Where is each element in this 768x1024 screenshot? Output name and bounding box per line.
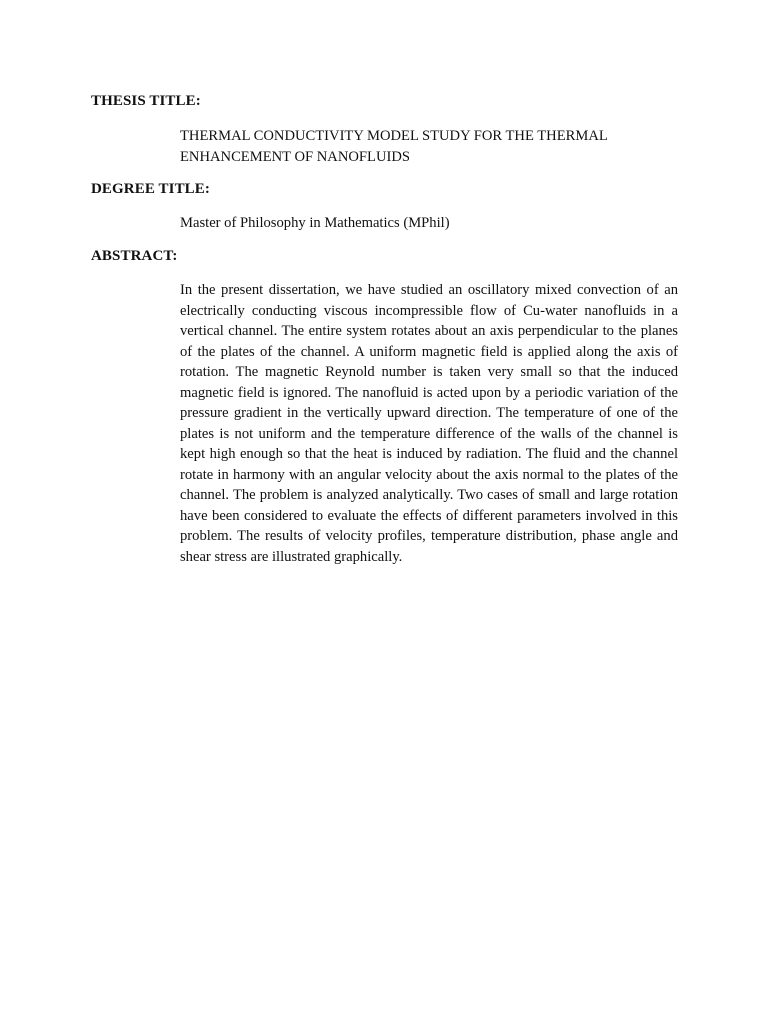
degree-title-heading: DEGREE TITLE: <box>91 181 210 197</box>
abstract-section <box>180 280 678 567</box>
abstract-heading: ABSTRACT: <box>91 248 178 264</box>
abstract-paragraph: In the present dissertation, we have studied an oscillatory mixed convection of an electrically conducting viscous incompressible flow of Cu-water nanofluids in a vertical channel. The entire system rotates about an axis perpendicular to the planes of the plates of the channel. A uniform magnetic field is applied along the axis of rotation. The magnetic Reynold number is taken very small so that the induced magnetic field is ignored. The nanofluid is acted upon by a periodic variation of the pressure gradient in the vertically upward direction. The temperature of one of the plates is not uniform and the temperature difference of the walls of the channel is kept high enough so that the heat is induced by radiation. The fluid and the channel rotate in harmony with an angular velocity about the axis normal to the plates of the channel. The problem is analyzed analytically. Two cases of small and large rotation have been considered to evaluate the effects of different parameters involved in this problem. The results of velocity profiles, temperature distribution, phase angle and shear stress are illustrated graphically. <box>180 282 678 565</box>
degree-title-text: Master of Philosophy in Mathematics (MPhil) <box>180 215 450 231</box>
thesis-title-text: THERMAL CONDUCTIVITY MODEL STUDY FOR THE THERMAL ENHANCEMENT OF NANOFLUIDS <box>180 128 608 165</box>
thesis-title-heading: THESIS TITLE: <box>91 93 201 109</box>
